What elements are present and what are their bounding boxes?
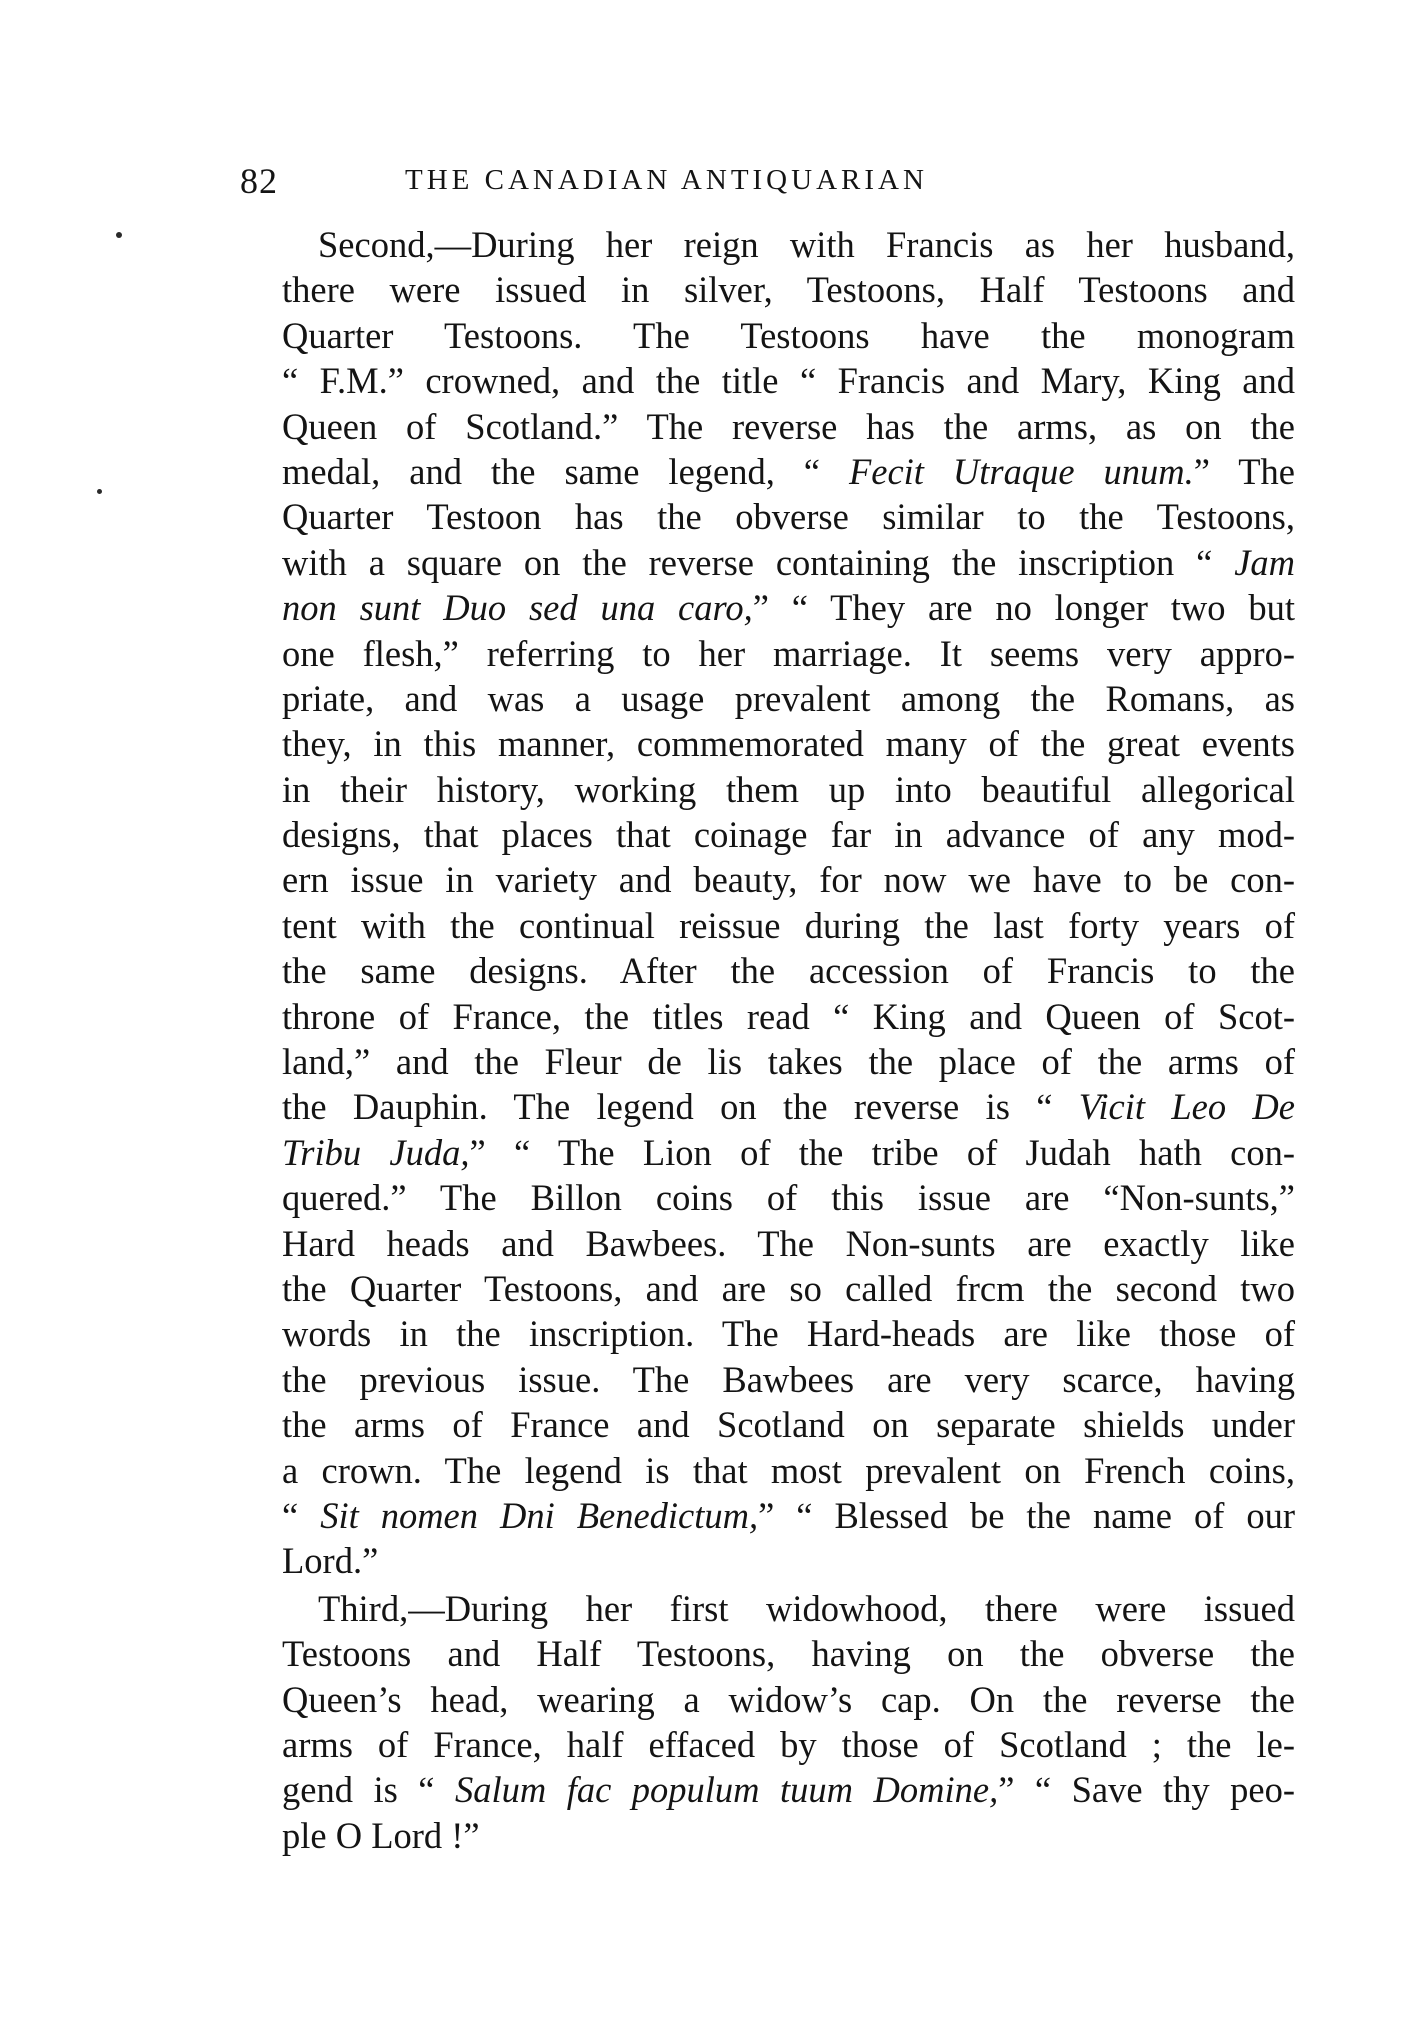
text-run: Third,—During her first widowhood, there were issued (318, 1587, 1295, 1629)
text-run: Hard heads and Bawbees. The Non-sunts are exactly like (282, 1222, 1295, 1264)
text-line (282, 1175, 1295, 1220)
text-run: the previous issue. The Bawbees are very scarce, having (282, 1358, 1295, 1400)
text-run: the same designs. After the accession of Francis to the (282, 950, 1295, 992)
text-line (282, 1448, 1295, 1493)
text-run: Quarter Testoons. The Testoons have the monogram (282, 314, 1295, 356)
paragraph (282, 1586, 1295, 1858)
text-line (282, 540, 1295, 585)
text-run: ” “ Blessed be the name of our (758, 1494, 1296, 1536)
text-run: tent with the continual reissue during the last forty years of (282, 904, 1295, 946)
text-run: Second,—During her reign with Francis as her husband, (318, 224, 1295, 265)
body-text (282, 222, 1295, 1858)
text-line (282, 857, 1295, 902)
latin-phrase: Jam (1234, 541, 1295, 583)
text-run: the Quarter Testoons, and are so called frcm the second two (282, 1267, 1295, 1309)
text-run: they, in this manner, commemorated many of the great events (282, 723, 1295, 765)
text-line (282, 585, 1295, 630)
text-run: Testoons and Half Testoons, having on the obverse the (282, 1633, 1295, 1675)
text-run: Lord.” (282, 1540, 379, 1582)
text-line (282, 1039, 1295, 1084)
text-line (282, 1221, 1295, 1266)
text-line (282, 1357, 1295, 1402)
text-run: Quarter Testoon has the obverse similar to the Testoons, (282, 496, 1295, 538)
latin-phrase: Sit nomen Dni Benedictum, (320, 1494, 759, 1536)
page-number: 82 (240, 161, 278, 201)
text-run: in their history, working them up into beautiful allegorical (282, 768, 1295, 810)
text-run: the arms of France and Scotland on separate shields under (282, 1404, 1295, 1446)
paragraph (282, 222, 1295, 1584)
text-line (282, 948, 1295, 993)
margin-mark (97, 489, 102, 494)
text-line (282, 1130, 1295, 1175)
text-line (282, 676, 1295, 721)
text-run: ple O Lord !” (282, 1814, 480, 1856)
text-run: one flesh,” referring to her marriage. It seems very appro- (282, 632, 1295, 674)
text-run: ern issue in variety and beauty, for now we have to be con- (282, 859, 1295, 901)
text-run: designs, that places that coinage far in advance of any mod- (282, 814, 1295, 856)
text-line (282, 1493, 1295, 1538)
text-run: quered.” The Billon coins of this issue are “Non-sunts,” (282, 1177, 1295, 1219)
text-line (282, 358, 1295, 403)
text-line (282, 1402, 1295, 1447)
text-line (282, 222, 1295, 267)
text-line (282, 404, 1295, 449)
text-run: land,” and the Fleur de lis takes the place of the arms of (282, 1041, 1295, 1083)
text-run: gend is “ (282, 1769, 455, 1811)
text-line (282, 812, 1295, 857)
text-run: ” “ Save thy peo- (998, 1769, 1295, 1811)
journal-title: THE CANADIAN ANTIQUARIAN (405, 164, 928, 196)
text-line (282, 903, 1295, 948)
latin-phrase: Tribu Juda, (282, 1131, 470, 1173)
text-run: ” “ The Lion of the tribe of Judah hath con- (469, 1131, 1295, 1173)
latin-phrase: non sunt Duo sed una caro, (282, 587, 753, 629)
text-line (282, 631, 1295, 676)
text-line (282, 1767, 1295, 1812)
text-line (282, 1677, 1295, 1722)
text-line (282, 267, 1295, 312)
latin-phrase: Fecit Utraque unum. (848, 450, 1194, 492)
text-run: “ (282, 1494, 321, 1536)
text-run: Queen of Scotland.” The reverse has the arms, as on the (282, 405, 1295, 447)
running-head (240, 160, 1295, 210)
text-run: the Dauphin. The legend on the reverse is “ (282, 1086, 1079, 1128)
text-line (282, 1586, 1295, 1631)
text-run: arms of France, half effaced by those of Scotland ; the le- (282, 1723, 1295, 1765)
text-line (282, 1722, 1295, 1767)
text-run: throne of France, the titles read “ King and Queen of Scot- (282, 995, 1295, 1037)
text-line (282, 994, 1295, 1039)
latin-phrase: Vicit Leo De (1078, 1086, 1295, 1128)
text-run: with a square on the reverse containing the inscription “ (282, 541, 1235, 583)
text-line (282, 494, 1295, 539)
text-line (282, 313, 1295, 358)
text-run: a crown. The legend is that most prevalent on French coins, (282, 1449, 1295, 1491)
text-run: ” “ They are no longer two but (752, 587, 1295, 629)
latin-phrase: Salum fac populum tuum Domine, (454, 1769, 999, 1811)
text-line (282, 767, 1295, 812)
text-line (282, 1311, 1295, 1356)
margin-mark (116, 232, 122, 238)
text-line (282, 1266, 1295, 1311)
text-run: there were issued in silver, Testoons, Half Testoons and (282, 269, 1295, 311)
text-run: medal, and the same legend, “ (282, 450, 849, 492)
text-line (282, 1538, 1295, 1583)
text-run: Queen’s head, wearing a widow’s cap. On the reverse the (282, 1678, 1295, 1720)
text-line (282, 449, 1295, 494)
text-line (282, 1813, 1295, 1858)
text-run: “ F.M.” crowned, and the title “ Francis and Mary, King and (282, 360, 1295, 402)
text-line (282, 1631, 1295, 1676)
text-run: words in the inscription. The Hard-heads are like those of (282, 1313, 1295, 1355)
text-line (282, 721, 1295, 766)
text-run: ” The (1193, 450, 1295, 492)
text-run: priate, and was a usage prevalent among the Romans, as (282, 677, 1295, 719)
text-line (282, 1084, 1295, 1129)
